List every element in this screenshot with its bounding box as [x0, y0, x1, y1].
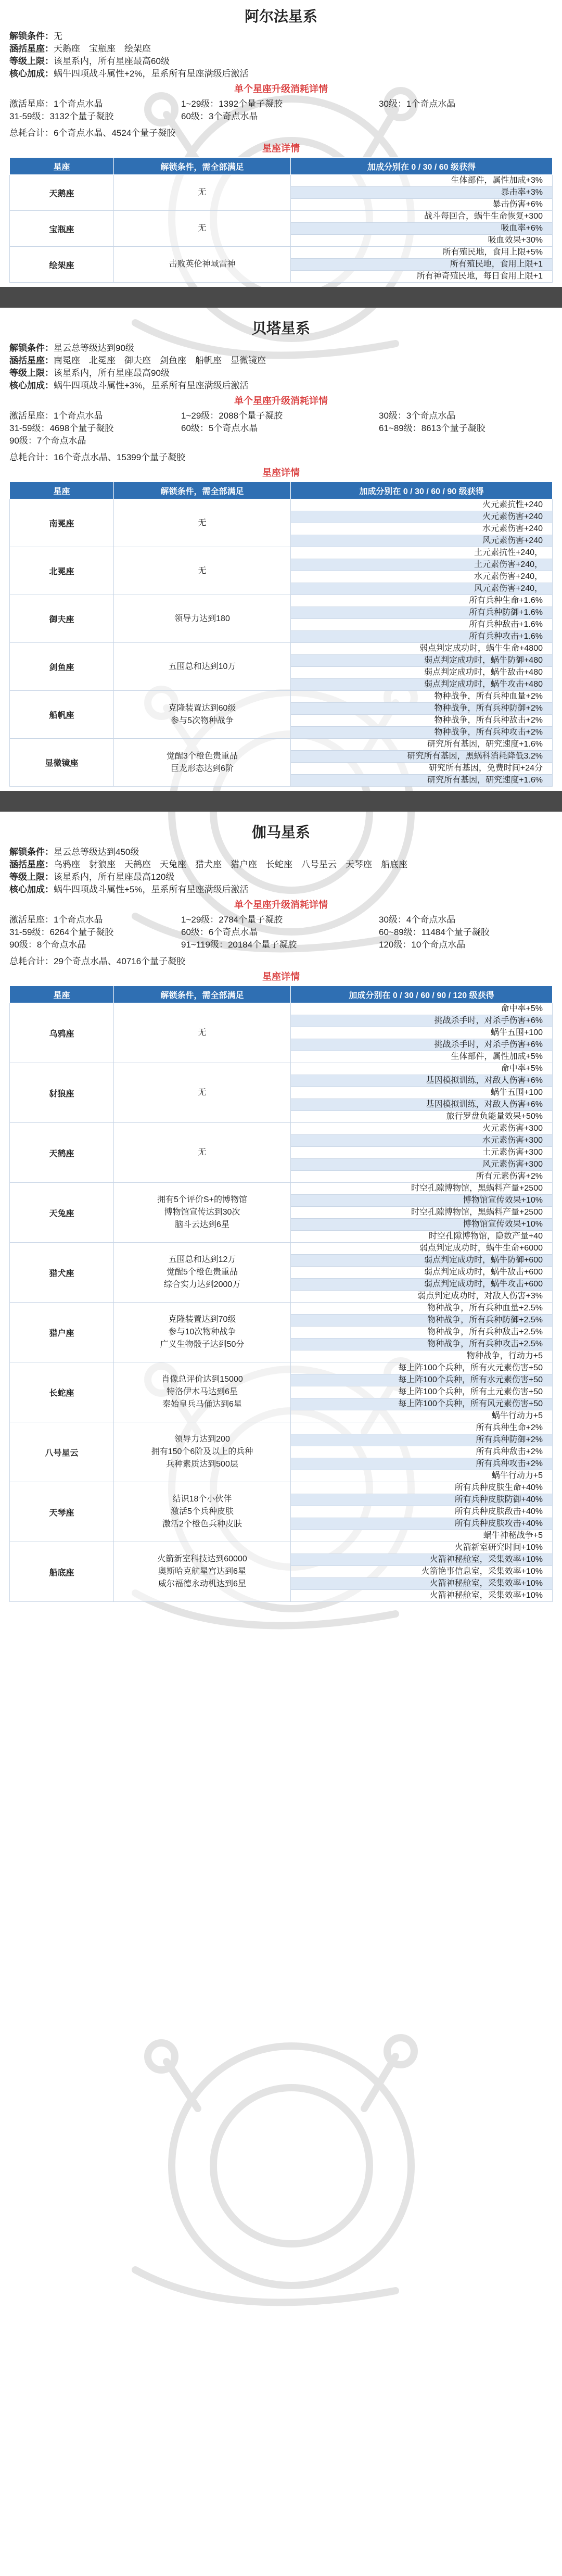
info-line	[9, 355, 553, 367]
bonus-line: 物种战争，所有兵种敌击+2%	[291, 715, 552, 727]
info-key: 涵括星座：	[9, 356, 54, 365]
table-row	[10, 1123, 553, 1183]
bonus-line: 弱点判定成功时，蜗牛生命+4800	[291, 643, 552, 655]
bonus-line: 基因模拟训练，对敌人伤害+6%	[291, 1099, 552, 1111]
upgrade-cost-row	[9, 926, 553, 939]
unlock-condition: 广义生物骰子达到50分	[160, 1340, 245, 1349]
bonus-line: 所有殖民地，食用上限+1	[291, 259, 552, 271]
table-row	[10, 739, 553, 787]
unlock-condition: 火箭新室科技达到60000	[157, 1555, 247, 1563]
table-header-cell: 加成分别在 0 / 30 / 60 级获得	[291, 158, 553, 175]
constellation-name: 天鹤座	[10, 1123, 114, 1183]
bonus-line: 时空孔隙博物馆，隐数产量+40	[428, 1232, 543, 1241]
table-row	[10, 1303, 553, 1362]
upgrade-cost-cell: 31-59级：6264个量子凝胶	[9, 927, 114, 937]
info-value: 该星系内，所有星座最高90级	[54, 368, 170, 378]
constellation-name: 绘架座	[10, 247, 114, 283]
unlock-condition: 无	[198, 188, 207, 197]
unlock-condition: 击败英伦神域雷神	[169, 260, 236, 269]
bonus-line: 所有兵种攻击+1.6%	[291, 631, 552, 642]
bonus-line: 物种战争，所有兵种血量+2.5%	[291, 1303, 552, 1315]
bonus-line: 风元素伤害+300	[291, 1159, 552, 1171]
info-value: 蜗牛四项战斗属性+3%，星系所有星座满级后激活	[54, 381, 249, 390]
unlock-condition: 领导力达到180	[174, 614, 230, 623]
bonus-line: 研究所有基因，研究速度+1.6%	[291, 775, 552, 786]
info-key: 核心加成：	[9, 69, 54, 79]
constellation-name: 剑鱼座	[10, 643, 114, 691]
bonus-list	[291, 595, 553, 643]
bonus-line: 弱点判定成功时，蜗牛攻击+600	[291, 1279, 552, 1291]
unlock-condition: 秦始皇兵马俑达到6星	[162, 1400, 242, 1409]
bonus-line: 所有兵种皮肤防御+40%	[291, 1494, 552, 1506]
unlock-conditions	[114, 1003, 291, 1063]
table-row	[10, 1542, 553, 1602]
info-line	[9, 858, 553, 871]
bonus-line: 土元素抗性+240，	[291, 547, 552, 559]
constellation-table	[9, 157, 553, 283]
constellation-name: 天鹅座	[10, 175, 114, 211]
bonus-line: 火箭神秘舱室，采集效率+10%	[291, 1554, 552, 1566]
unlock-condition: 拥有5个评价S+的博物馆	[157, 1195, 247, 1204]
bonus-list	[291, 1362, 553, 1422]
bonus-line: 所有殖民地，食用上限+5%	[291, 247, 552, 259]
upgrade-cost-title: 单个星座升级消耗详情	[234, 396, 328, 406]
bonus-line: 火箭艳事信息室，采集效率+10%	[291, 1566, 552, 1578]
unlock-conditions	[114, 1422, 291, 1482]
info-key: 等级上限：	[9, 872, 54, 882]
table-row	[10, 595, 553, 643]
table-row	[10, 1422, 553, 1482]
unlock-conditions	[114, 691, 291, 739]
unlock-conditions	[114, 1243, 291, 1303]
bonus-line: 研究所有基因，研究速度+1.6%	[291, 739, 552, 751]
info-value: 星云总等级达到450级	[54, 847, 139, 857]
bonus-line: 蜗牛五围+100	[291, 1087, 552, 1099]
constellation-name: 南冕座	[10, 499, 114, 547]
bonus-line: 吸血效果+30%	[488, 236, 543, 245]
bonus-line: 火元素抗性+240	[291, 499, 552, 511]
bonus-line: 火箭神秘舱室，采集效率+10%	[291, 1578, 552, 1590]
unlock-conditions	[114, 1063, 291, 1123]
bonus-line: 火箭神秘舱室，采集效率+10%	[429, 1591, 543, 1600]
constellation-name: 宝瓶座	[10, 211, 114, 247]
table-row	[10, 1063, 553, 1123]
constellation-name: 御夫座	[10, 595, 114, 643]
info-key: 涵括星座：	[9, 860, 54, 869]
upgrade-cost-row	[9, 939, 553, 951]
upgrade-cost-title: 单个星座升级消耗详情	[234, 900, 328, 910]
info-line	[9, 43, 553, 55]
table-row	[10, 247, 553, 283]
unlock-condition: 肖像总评价达到15000	[161, 1375, 243, 1384]
bonus-line: 火箭新室研究时间+10%	[291, 1542, 552, 1554]
upgrade-cost-row	[9, 410, 553, 422]
table-header-cell: 星座	[10, 986, 114, 1003]
unlock-conditions	[114, 499, 291, 547]
info-value: 天鹅座 宝瓶座 绘架座	[54, 44, 151, 54]
galaxy-title: 伽马星系	[251, 824, 310, 840]
bonus-list	[291, 1243, 553, 1303]
constellation-name: 船帆座	[10, 691, 114, 739]
info-value: 无	[54, 31, 62, 41]
bonus-line: 时空孔隙博物馆，黑蜗料产量+2500	[291, 1207, 552, 1219]
upgrade-cost-cell: 30级：4个奇点水晶	[379, 915, 456, 925]
bonus-line: 物种战争，所有兵种攻击+2%	[291, 727, 552, 738]
bonus-line: 命中率+5%	[291, 1003, 552, 1015]
bonus-list	[291, 739, 553, 787]
table-header-cell: 解锁条件，需全部满足	[114, 158, 291, 175]
constellation-name: 猎犬座	[10, 1243, 114, 1303]
unlock-condition: 脑斗云达到6星	[175, 1220, 229, 1229]
unlock-conditions	[114, 1183, 291, 1243]
upgrade-cost-row	[9, 422, 553, 435]
bonus-line: 所有兵种敌击+2%	[291, 1446, 552, 1458]
table-header-cell: 加成分别在 0 / 30 / 60 / 90 级获得	[291, 482, 553, 499]
bonus-line: 每上阵100个兵种，所有火元素伤害+50	[291, 1362, 552, 1374]
unlock-condition: 无	[198, 1088, 207, 1097]
galaxy-title: 贝塔星系	[251, 320, 310, 336]
info-line	[9, 846, 553, 858]
info-line	[9, 380, 553, 392]
bonus-line: 物种战争，所有兵种攻击+2.5%	[291, 1338, 552, 1350]
bonus-line: 所有兵种皮肤敌击+40%	[291, 1506, 552, 1518]
bonus-list	[291, 1063, 553, 1123]
bonus-line: 暴击伤害+6%	[492, 200, 543, 209]
upgrade-cost-cell: 30级：1个奇点水晶	[379, 99, 456, 109]
bonus-line: 所有兵种防御+2%	[291, 1434, 552, 1446]
bonus-line: 博物馆宣传效果+10%	[291, 1219, 552, 1231]
unlock-condition: 结识18个小伙伴	[172, 1495, 232, 1504]
info-value: 该星系内，所有星座最高120级	[54, 872, 175, 882]
info-line	[9, 367, 553, 380]
upgrade-cost-cell: 激活星座：1个奇点水晶	[9, 99, 103, 109]
bonus-list	[291, 1183, 553, 1243]
table-header-row	[10, 482, 553, 499]
unlock-conditions	[114, 175, 291, 211]
unlock-condition: 激活2个橙色兵种皮肤	[162, 1520, 242, 1529]
constellation-name: 猎户座	[10, 1303, 114, 1362]
galaxy-section	[0, 312, 562, 787]
info-key: 涵括星座：	[9, 44, 54, 54]
bonus-line: 每上阵100个兵种，所有水元素伤害+50	[291, 1374, 552, 1386]
info-line	[9, 68, 553, 80]
bonus-line: 生体部件，属性加成+3%	[291, 175, 552, 187]
bonus-line: 水元素伤害+300	[291, 1135, 552, 1147]
info-key: 解锁条件：	[9, 31, 54, 41]
bonus-line: 蜗牛行动力+5	[491, 1471, 543, 1480]
unlock-condition: 觉醒3个橙色贵重品	[167, 751, 238, 761]
constellation-table	[9, 986, 553, 1602]
info-line	[9, 342, 553, 355]
upgrade-cost-cell: 90级：7个奇点水晶	[9, 436, 86, 446]
bonus-line: 弱点判定成功时，对敌人伤害+3%	[417, 1292, 543, 1300]
bonus-line: 蜗牛五围+100	[291, 1027, 552, 1039]
table-row	[10, 1003, 553, 1063]
info-line	[9, 871, 553, 883]
info-key: 解锁条件：	[9, 343, 54, 353]
info-value: 南冕座 北冕座 御夫座 剑鱼座 船帆座 显微镜座	[54, 356, 266, 365]
unlock-condition: 无	[198, 224, 207, 233]
info-value: 星云总等级达到90级	[54, 343, 134, 353]
unlock-conditions	[114, 1482, 291, 1542]
unlock-condition: 无	[198, 1028, 207, 1037]
constellation-detail-title: 星座详情	[262, 468, 300, 478]
bonus-line: 蜗牛神秘战争+5	[483, 1531, 543, 1540]
bonus-list	[291, 1542, 553, 1602]
constellation-name: 船底座	[10, 1542, 114, 1602]
galaxy-section	[0, 0, 562, 283]
unlock-condition: 无	[198, 1148, 207, 1157]
bonus-line: 暴击率+3%	[291, 187, 552, 199]
constellation-name: 乌鸦座	[10, 1003, 114, 1063]
table-row	[10, 1362, 553, 1422]
galaxy-title: 阿尔法星系	[244, 8, 317, 24]
bonus-line: 吸血率+6%	[291, 223, 552, 235]
bonus-line: 所有兵种生命+2%	[291, 1422, 552, 1434]
table-row	[10, 1183, 553, 1243]
bonus-line: 物种战争，所有兵种敌击+2.5%	[291, 1327, 552, 1338]
bonus-line: 所有兵种敌击+1.6%	[291, 619, 552, 631]
table-header-cell: 星座	[10, 482, 114, 499]
upgrade-cost-cell: 激活星座：1个奇点水晶	[9, 411, 103, 421]
unlock-condition: 五围总和达到10万	[168, 662, 236, 671]
bonus-line: 每上阵100个兵种，所有风元素伤害+50	[291, 1398, 552, 1410]
bonus-line: 所有神奇殖民地，每日食用上限+1	[416, 272, 543, 281]
total-cost: 总耗合计：16个奇点水晶、15399个量子凝胶	[9, 452, 186, 462]
upgrade-cost-cell: 60~89级：11484个量子凝胶	[379, 927, 490, 937]
bonus-list	[291, 211, 553, 247]
unlock-condition: 激活5个兵种皮肤	[171, 1507, 234, 1516]
unlock-condition: 觉醒5个橙色贵重品	[167, 1268, 238, 1277]
unlock-condition: 威尔福德永动机达到6星	[158, 1580, 246, 1588]
info-value: 该星系内，所有星座最高60级	[54, 56, 170, 66]
bonus-line: 时空孔隙博物馆，黑蜗料产量+2500	[291, 1183, 552, 1195]
upgrade-cost-cell: 1~29级：1392个量子凝胶	[181, 99, 283, 109]
unlock-conditions	[114, 643, 291, 691]
bonus-line: 每上阵100个兵种，所有土元素伤害+50	[291, 1386, 552, 1398]
bonus-line: 弱点判定成功时，蜗牛敌击+480	[291, 667, 552, 679]
table-row	[10, 175, 553, 211]
unlock-conditions	[114, 595, 291, 643]
bonus-line: 研究所有基因，黑蜗科消耗降低3.2%	[291, 751, 552, 763]
info-value: 蜗牛四项战斗属性+5%，星系所有星座满级后激活	[54, 885, 249, 894]
bonus-line: 蜗牛行动力+5	[491, 1411, 543, 1420]
unlock-conditions	[114, 1123, 291, 1183]
upgrade-cost-row	[9, 435, 553, 447]
bonus-line: 所有兵种皮肤生命+40%	[291, 1482, 552, 1494]
constellation-name: 天兔座	[10, 1183, 114, 1243]
bonus-line: 弱点判定成功时，蜗牛生命+6000	[291, 1243, 552, 1255]
bonus-line: 所有兵种皮肤攻击+40%	[291, 1518, 552, 1530]
table-header-cell: 加成分别在 0 / 30 / 60 / 90 / 120 级获得	[291, 986, 553, 1003]
unlock-conditions	[114, 1362, 291, 1422]
info-key: 核心加成：	[9, 381, 54, 390]
info-value: 乌鸦座 豺狼座 天鹤座 天兔座 猎犬座 猎户座 长蛇座 八号星云 天琴座 船底座	[54, 860, 407, 869]
info-key: 等级上限：	[9, 56, 54, 66]
bonus-line: 弱点判定成功时，蜗牛防御+480	[291, 655, 552, 667]
unlock-condition: 克隆装置达到60级	[168, 703, 236, 713]
table-row	[10, 691, 553, 739]
bonus-line: 水元素伤害+240	[291, 523, 552, 535]
bonus-line: 物种战争，所有兵种防御+2%	[291, 703, 552, 715]
info-key: 核心加成：	[9, 885, 54, 894]
bonus-line: 所有元素伤害+2%	[476, 1172, 543, 1181]
bonus-line: 挑战杀手时，对杀手伤害+6%	[291, 1039, 552, 1051]
section-divider	[0, 791, 562, 812]
constellation-name: 北冕座	[10, 547, 114, 595]
bonus-line: 弱点判定成功时，蜗牛攻击+480	[291, 679, 552, 690]
bonus-line: 火元素伤害+240	[291, 511, 552, 523]
upgrade-cost-cell	[379, 435, 545, 447]
section-divider	[0, 287, 562, 308]
bonus-list	[291, 499, 553, 547]
bonus-line: 物种战争，所有兵种防御+2.5%	[291, 1315, 552, 1327]
unlock-conditions	[114, 247, 291, 283]
constellation-detail-title: 星座详情	[262, 971, 300, 982]
unlock-condition: 克隆装置达到70级	[168, 1315, 236, 1324]
upgrade-cost-title: 单个星座升级消耗详情	[234, 84, 328, 94]
upgrade-cost-cell: 120级：10个奇点水晶	[379, 940, 466, 950]
upgrade-cost-cell: 60级：3个奇点水晶	[181, 111, 258, 121]
bonus-list	[291, 247, 553, 283]
unlock-condition: 无	[198, 566, 207, 575]
upgrade-cost-row	[9, 914, 553, 926]
bonus-list	[291, 1123, 553, 1183]
bonus-list	[291, 1303, 553, 1362]
info-key: 等级上限：	[9, 368, 54, 378]
upgrade-cost-cell: 61~89级：8613个量子凝胶	[379, 423, 486, 433]
bonus-line: 水元素伤害+240，	[291, 571, 552, 583]
bonus-line: 战斗每回合，蜗牛生命恢复+300	[291, 211, 552, 223]
upgrade-cost-cell	[379, 110, 545, 123]
constellation-name: 长蛇座	[10, 1362, 114, 1422]
unlock-condition: 五围总和达到12万	[168, 1255, 236, 1264]
upgrade-cost-cell: 1~29级：2088个量子凝胶	[181, 411, 283, 421]
bonus-line: 风元素伤害+240	[291, 535, 552, 547]
unlock-condition: 特洛伊木马达到6星	[167, 1387, 238, 1396]
bonus-line: 土元素伤害+240，	[291, 559, 552, 571]
bonus-line: 物种战争，行动力+5	[466, 1352, 543, 1360]
bonus-line: 风元素伤害+240，	[291, 583, 552, 595]
upgrade-cost-cell: 60级：6个奇点水晶	[181, 927, 258, 937]
upgrade-cost-cell: 31-59级：3132个量子凝胶	[9, 111, 114, 121]
bonus-line: 所有兵种生命+1.6%	[291, 595, 552, 607]
unlock-condition: 综合实力达到2000万	[163, 1280, 241, 1289]
bonus-line: 命中率+5%	[291, 1063, 552, 1075]
info-line	[9, 883, 553, 896]
upgrade-cost-cell: 30级：3个奇点水晶	[379, 411, 456, 421]
bonus-line: 弱点判定成功时，蜗牛防御+600	[291, 1255, 552, 1267]
unlock-conditions	[114, 1303, 291, 1362]
table-row	[10, 547, 553, 595]
unlock-conditions	[114, 739, 291, 787]
bonus-line: 研究所有基因，免费时间+24分	[291, 763, 552, 775]
table-row	[10, 1243, 553, 1303]
unlock-condition: 参与5次物种战争	[171, 716, 234, 725]
table-row	[10, 211, 553, 247]
total-cost: 总耗合计：29个奇点水晶、40716个量子凝胶	[9, 956, 186, 966]
table-row	[10, 499, 553, 547]
unlock-condition: 领导力达到200	[174, 1435, 230, 1444]
galaxy-section	[0, 816, 562, 1602]
bonus-line: 挑战杀手时，对杀手伤害+6%	[291, 1015, 552, 1027]
info-line	[9, 30, 553, 43]
upgrade-cost-cell: 90级：8个奇点水晶	[9, 940, 86, 950]
bonus-line: 生体部件，属性加成+5%	[451, 1052, 543, 1061]
snail-watermark-icon	[73, 1978, 489, 2343]
info-line	[9, 55, 553, 68]
info-key: 解锁条件：	[9, 847, 54, 857]
bonus-list	[291, 643, 553, 691]
constellation-name: 天琴座	[10, 1482, 114, 1542]
unlock-condition: 兵种素质达到500层	[166, 1460, 238, 1469]
bonus-line: 基因模拟训练，对敌人伤害+6%	[291, 1075, 552, 1087]
constellation-name: 豺狼座	[10, 1063, 114, 1123]
unlock-condition: 无	[198, 518, 207, 527]
bonus-line: 弱点判定成功时，蜗牛敌击+600	[291, 1267, 552, 1279]
unlock-condition: 参与10次物种战争	[168, 1328, 236, 1336]
upgrade-cost-cell: 60级：5个奇点水晶	[181, 423, 258, 433]
unlock-conditions	[114, 547, 291, 595]
upgrade-cost-cell: 91~119级：20184个量子凝胶	[181, 940, 297, 950]
bonus-line: 土元素伤害+300	[291, 1147, 552, 1159]
constellation-name: 八号星云	[10, 1422, 114, 1482]
upgrade-cost-row	[9, 110, 553, 123]
unlock-condition: 拥有150个6阶及以上的兵种	[151, 1447, 253, 1456]
unlock-condition: 博物馆宣传达到30次	[164, 1208, 240, 1217]
upgrade-cost-cell: 31-59级：4698个量子凝胶	[9, 423, 114, 433]
bonus-line: 旅行罗盘负能量效果+50%	[446, 1112, 543, 1121]
table-header-row	[10, 158, 553, 175]
upgrade-cost-cell: 1~29级：2784个量子凝胶	[181, 915, 283, 925]
bonus-list	[291, 175, 553, 211]
bonus-line: 所有兵种防御+1.6%	[291, 607, 552, 619]
bonus-list	[291, 1003, 553, 1063]
bonus-list	[291, 691, 553, 739]
table-row	[10, 1482, 553, 1542]
constellation-table	[9, 482, 553, 787]
bonus-line: 博物馆宣传效果+10%	[291, 1195, 552, 1207]
upgrade-cost-cell	[181, 435, 379, 447]
unlock-conditions	[114, 1542, 291, 1602]
unlock-conditions	[114, 211, 291, 247]
table-row	[10, 643, 553, 691]
bonus-list	[291, 1422, 553, 1482]
constellation-detail-title: 星座详情	[262, 143, 300, 154]
unlock-condition: 奥斯哈克航星宫达到6星	[158, 1567, 246, 1576]
table-header-cell: 解锁条件，需全部满足	[114, 986, 291, 1003]
bonus-line: 物种战争，所有兵种血量+2%	[291, 691, 552, 703]
constellation-name: 显微镜座	[10, 739, 114, 787]
table-header-cell: 解锁条件，需全部满足	[114, 482, 291, 499]
table-header-row	[10, 986, 553, 1003]
info-value: 蜗牛四项战斗属性+2%，星系所有星座满级后激活	[54, 69, 249, 79]
unlock-condition: 巨龙形态达到6阶	[171, 764, 234, 773]
bonus-line: 所有兵种攻击+2%	[291, 1458, 552, 1470]
upgrade-cost-cell: 激活星座：1个奇点水晶	[9, 915, 103, 925]
bonus-line: 火元素伤害+300	[291, 1123, 552, 1135]
bonus-list	[291, 547, 553, 595]
upgrade-cost-row	[9, 98, 553, 110]
total-cost: 总耗合计：6个奇点水晶、4524个量子凝胶	[9, 128, 176, 138]
table-header-cell: 星座	[10, 158, 114, 175]
bonus-list	[291, 1482, 553, 1542]
